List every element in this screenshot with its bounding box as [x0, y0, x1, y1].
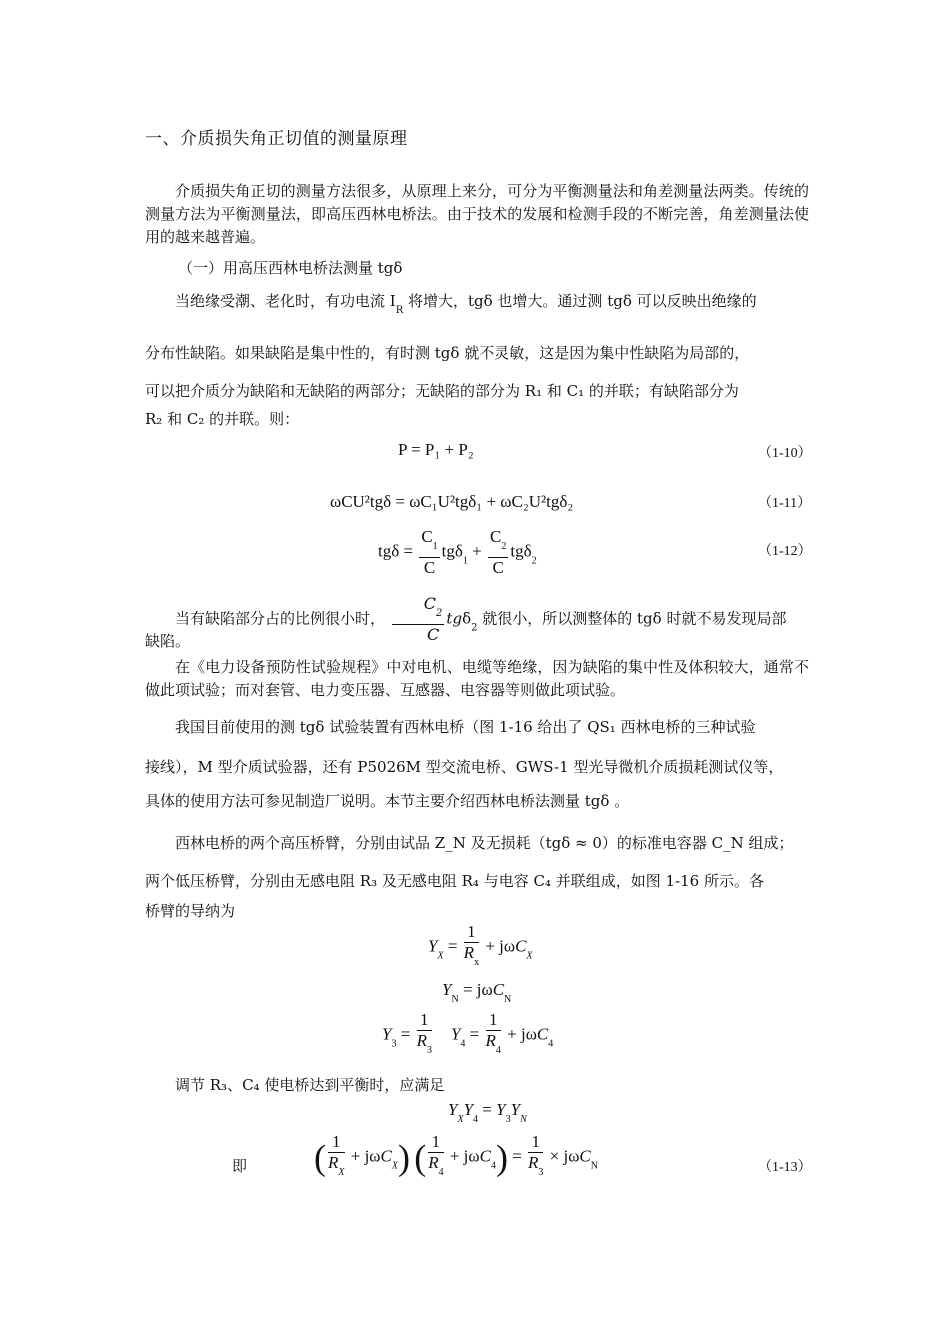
paragraph-moisture	[145, 290, 809, 322]
paragraph-line: 西林电桥的两个高压桥臂，分别由试品 Z_N 及无损耗（tgδ ≈ 0）的标准电容器 C_N 组成；	[175, 834, 794, 852]
paragraph-line: 缺陷。	[145, 632, 191, 650]
equation-balance: $Y_XY_4 = Y_3Y_N$	[448, 1100, 527, 1125]
paragraph-small-defect: 当有缺陷部分占的比例很小时， $\frac{C_2}{C}$ tgδ$_2$ 就很小，所以测整体的 tgδ 时就不易发现局部	[175, 594, 787, 644]
subscript: R	[395, 305, 404, 316]
equation-1-10: P = P₁ + P₂	[398, 440, 474, 459]
paragraph-line: 可以把介质分为缺陷和无缺陷的两部分；无缺陷的部分为 R₁ 和 C₁ 的并联；有缺陷部分为	[145, 382, 739, 400]
paragraph-line: 两个低压桥臂，分别由无感电阻 R₃ 及无感电阻 R₄ 与电容 C₄ 并联组成，如图 1-16 所示。各	[145, 872, 764, 890]
text-fragment: 就很小，所以测整体的 tgδ 时就不易发现局部	[482, 609, 787, 628]
paragraph-regulation: 在《电力设备预防性试验规程》中对电机、电缆等绝缘，因为缺陷的集中性及体积较大，通常不做此项试验；而对套管、电力变压器、互感器、电容器等则做此项试验。	[145, 658, 809, 699]
paragraph-line: 桥臂的导纳为	[145, 902, 236, 920]
paragraph-line: 调节 R₃、C₄ 使电桥达到平衡时，应满足	[175, 1076, 445, 1094]
text-fragment: 将增大，tgδ 也增大。通过测 tgδ 可以反映出绝缘的	[403, 292, 757, 310]
subsection-heading: （一）用高压西林电桥法测量 tgδ	[178, 259, 403, 277]
paragraph-line: 接线），M 型介质试验器，还有 P5026M 型交流电桥、GWS-1 型光导微机介质损耗测试仪等，	[145, 758, 784, 776]
paragraph-intro: 介质损失角正切的测量方法很多，从原理上来分，可分为平衡测量法和角差测量法两类。传统的测量方法为平衡测量法，即高压西林电桥法。由于技术的发展和检测手段的不断完善，角差测量法使用的越来越普遍。	[145, 182, 809, 246]
equation-number: （1-11）	[758, 496, 812, 511]
equation-y3-y4: $Y_3$ = $\frac{1}{R_3}$ $Y_4$ = $\frac{1}{R_4}$ + jωC$_4$	[382, 1010, 554, 1056]
equation-number: （1-10）	[758, 446, 812, 461]
equation-1-12: tgδ = $\frac{C_1}{C}$ tgδ$_1$ + $\frac{C_2}{C}$ tgδ$_2$	[378, 527, 537, 577]
paragraph-line: R₂ 和 C₂ 的并联。则：	[145, 410, 300, 428]
label-ji: 即	[232, 1157, 248, 1175]
equation-1-13: ( $\frac{1}{R_X}$ + jωC$_X$) ( $\frac{1}{R_4}$ + jωC$_4$) = $\frac{1}{R_3}$ × jωC$_N$	[314, 1132, 598, 1178]
text-fragment: 当有缺陷部分占的比例很小时，	[175, 609, 386, 628]
section-heading: 一、介质损失角正切值的测量原理	[145, 129, 408, 149]
equation-1-11: ωCU²tgδ = ωC₁U²tgδ₁ + ωC₂U²tgδ₂	[330, 492, 574, 511]
equation-number: （1-12）	[758, 544, 812, 559]
paragraph-line: 我国目前使用的测 tgδ 试验装置有西林电桥（图 1-16 给出了 QS₁ 西林电桥的三种试验	[175, 718, 756, 736]
equation-number: （1-13）	[758, 1160, 812, 1175]
equation-yx: $Y_X$ = $\frac{1}{R_x}$ + jωC$_X$	[428, 922, 533, 968]
equation-yn: $Y_N = j\omega C_N$	[442, 980, 512, 1005]
paragraph-line: 分布性缺陷。如果缺陷是集中性的，有时测 tgδ 就不灵敏，这是因为集中性缺陷为局部的，	[145, 344, 750, 362]
text-fragment: 当绝缘受潮、老化时，有功电流 I	[175, 292, 396, 310]
paragraph-line: 具体的使用方法可参见制造厂说明。本节主要介绍西林电桥法测量 tgδ 。	[145, 792, 630, 810]
